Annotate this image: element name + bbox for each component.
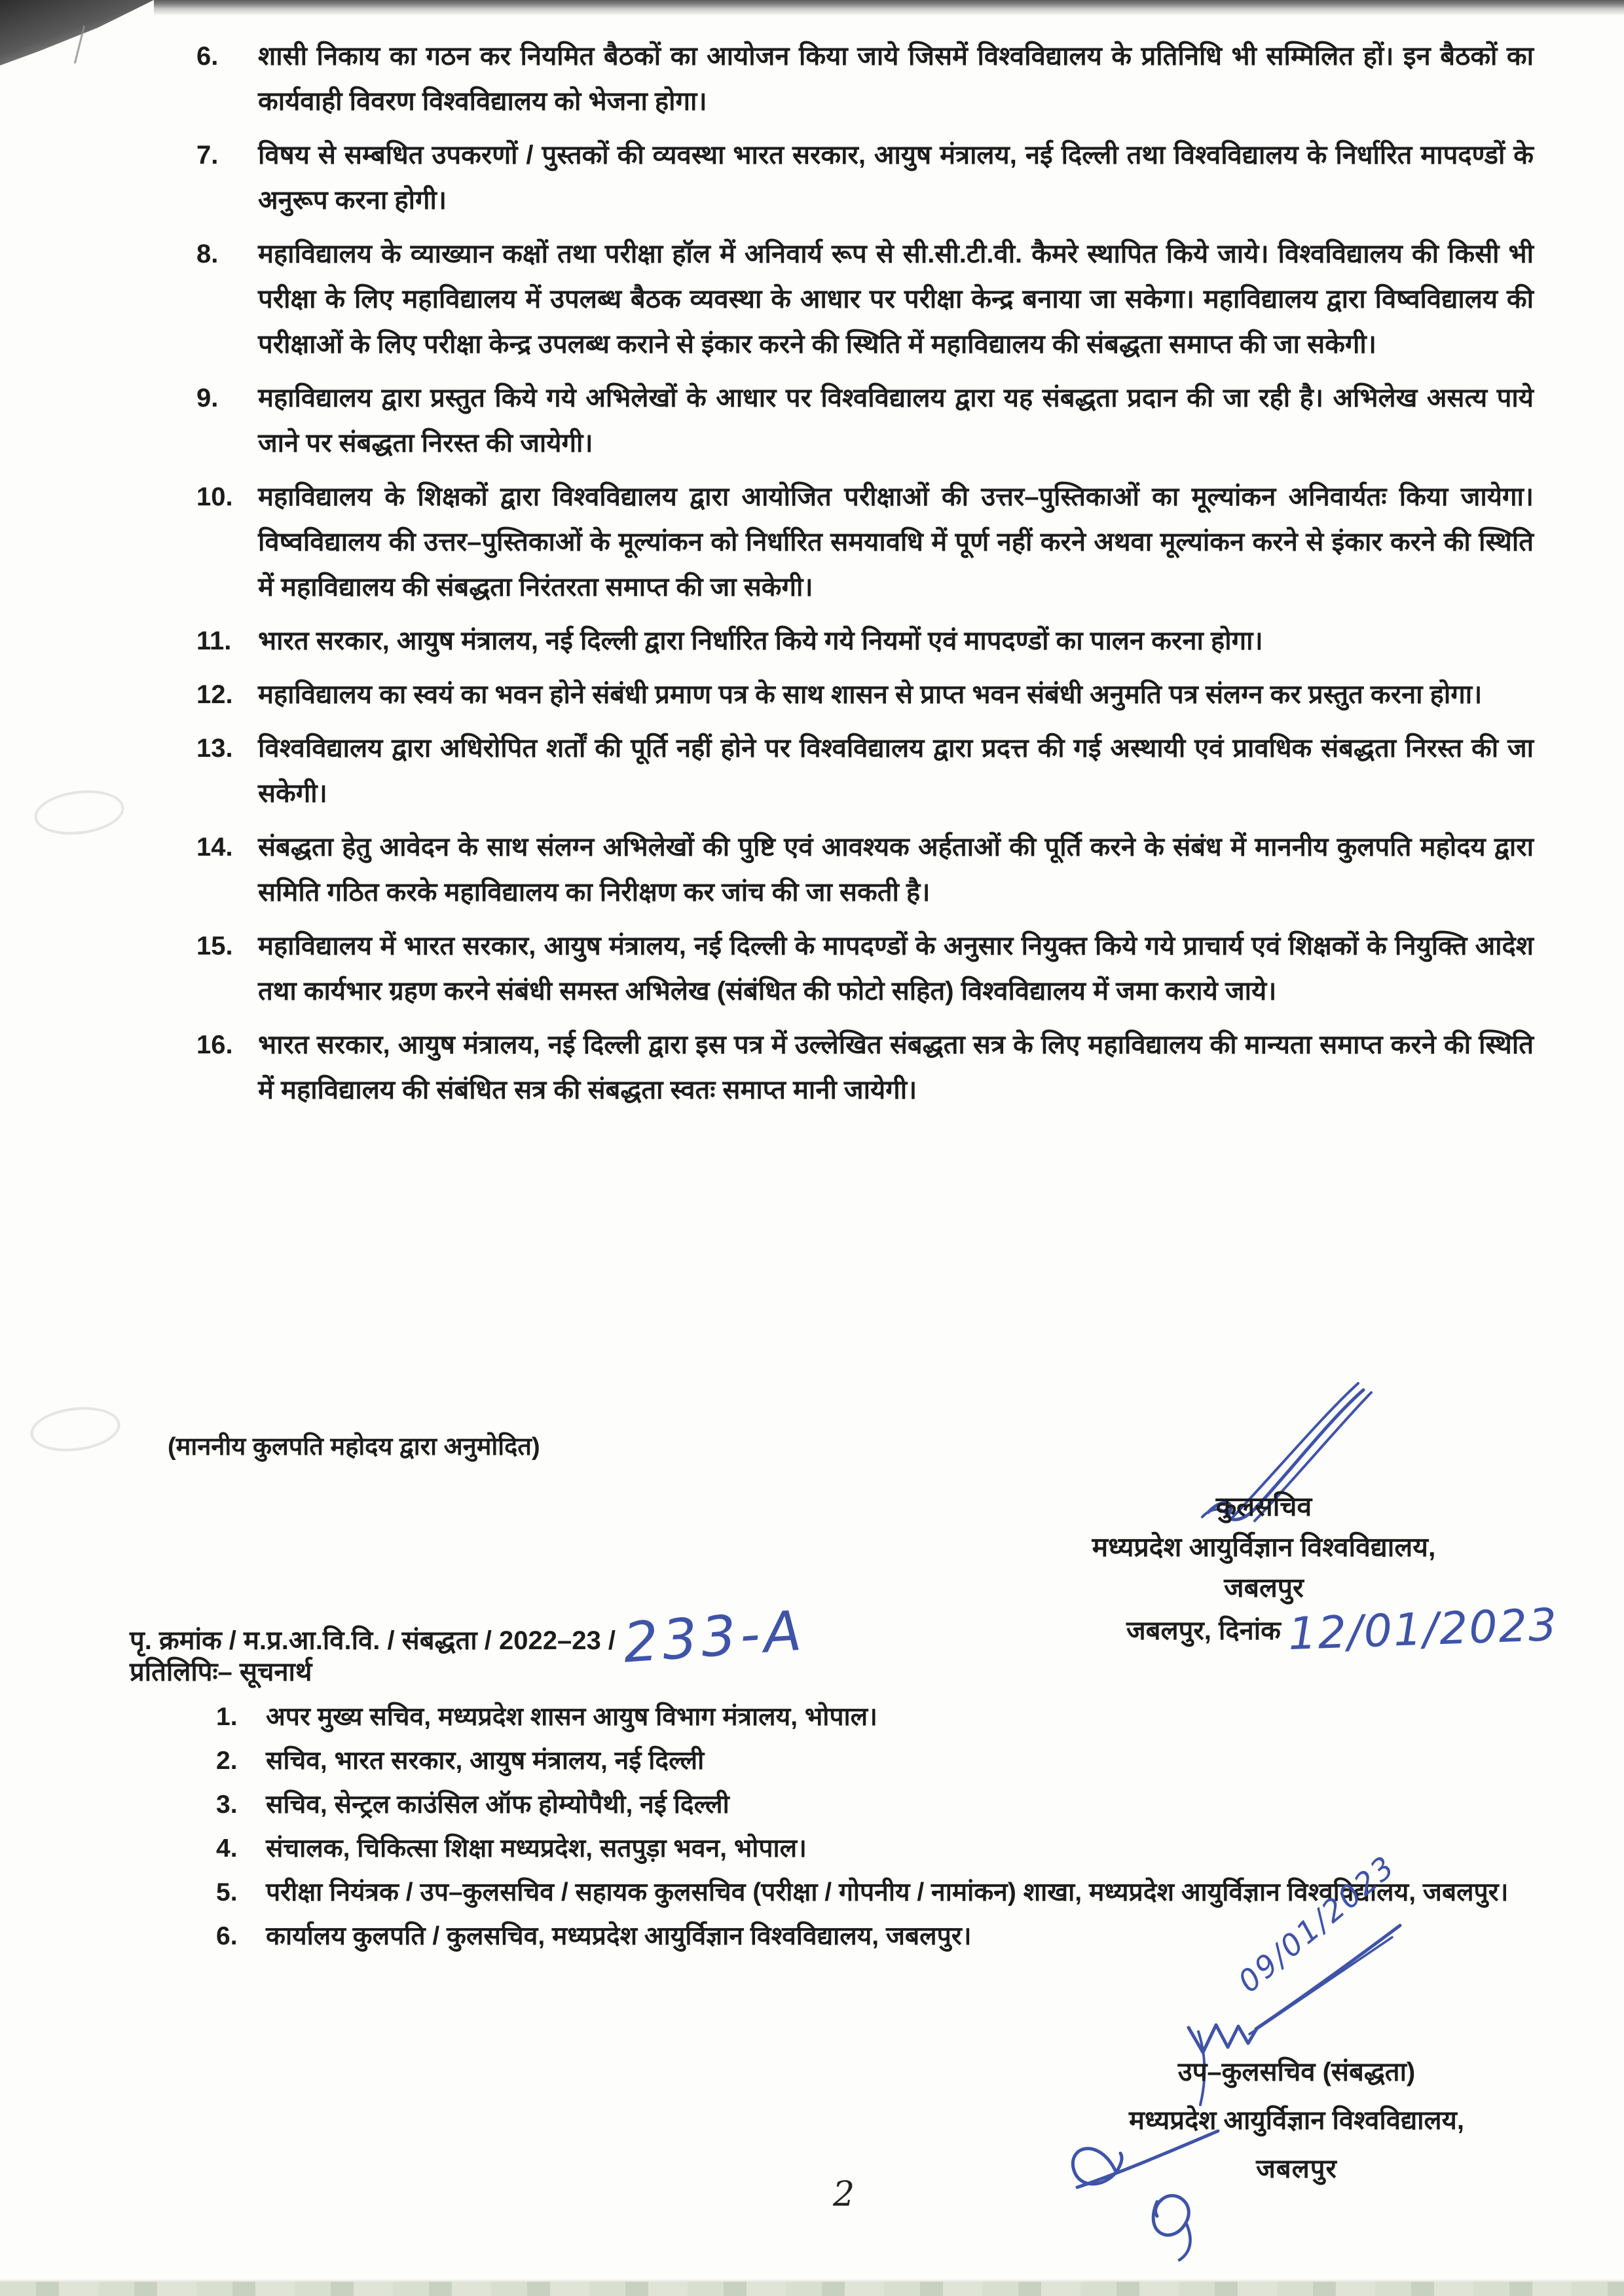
hole-punch-mark-top — [31, 786, 126, 839]
deputy-city: जबलपुर — [1256, 2155, 1337, 2183]
registrar-org: मध्यप्रदेश आयुर्विज्ञान विश्वविद्यालय, — [1092, 1532, 1436, 1562]
list-item-number: 7. — [196, 141, 219, 170]
list-item-text: महाविद्यालय के शिक्षकों द्वारा विश्वविद्यालय द्वारा आयोजित परीक्षाओं की उत्तर–पुस्तिकाओं का मूल्यांकन अनिवार्यतः किया जायेगा। विष्वविद्यालय की उत्तर–पुस्तिकाओं के मूल्यांकन को निर्धारित समयावधि में पूर्ण नहीं करने अथवा मूल्यांकन करने से इंकार करने की स्थिति में महाविद्यालय की संबद्धता निरंतरता समाप्त की जा सकेगी। — [258, 483, 1534, 602]
bottom-scribble-signature — [1058, 2124, 1280, 2262]
copy-list-item — [216, 1740, 1519, 1782]
copy-section-heading: प्रतिलिपिः– सूचनार्थ — [130, 1658, 312, 1686]
list-item — [196, 376, 1534, 466]
copy-item-text: परीक्षा नियंत्रक / उप–कुलसचिव / सहायक कुलसचिव (परीक्षा / गोपनीय / नामांकन) शाखा, मध्यप्रदेश आयुर्विज्ञान विश्वविद्यालय, जबलपुर। — [266, 1878, 1509, 1906]
list-item-text: महाविद्यालय का स्वयं का भवन होने संबंधी प्रमाण पत्र के साथ शासन से प्राप्त भवन संबंधी अनुमति पत्र संलग्न कर प्रस्तुत करना होगा। — [258, 680, 1483, 709]
copy-item-text: अपर मुख्य सचिव, मध्यप्रदेश शासन आयुष विभाग मंत्रालय, भोपाल। — [266, 1703, 877, 1731]
deputy-title: उप–कुलसचिव (संबद्धता) — [1177, 2058, 1416, 2086]
list-item-text: महाविद्यालय के व्याख्यान कक्षों तथा परीक्षा हॉल में अनिवार्य रूप से सी.सी.टी.वी. कैमरे स्थापित किये जाये। विश्वविद्यालय की किसी भी परीक्षा के लिए महाविद्यालय में उपलब्ध बैठक व्यवस्था के आधार पर परीक्षा केन्द्र बनाया जा सकेगा। महाविद्यालय द्वारा विष्वविद्यालय की परीक्षाओं के लिए परीक्षा केन्द्र उपलब्ध कराने से इंकार करने की स्थिति में महाविद्यालय की संबद्धता समाप्त की जा सकेगी। — [258, 240, 1534, 359]
list-item-text: विषय से सम्बधित उपकरणों / पुस्तकों की व्यवस्था भारत सरकार, आयुष मंत्रालय, नई दिल्ली तथा विश्वविद्यालय के निर्धारित मापदण्डों के अनुरूप करना होगी। — [258, 141, 1534, 215]
scan-artifact-top-left — [0, 0, 157, 65]
list-item-number: 6. — [196, 42, 219, 71]
list-item-number: 16. — [196, 1030, 233, 1059]
deputy-date-handwritten: 09/01/2023 — [1231, 1848, 1403, 1999]
list-item-text: संबद्धता हेतु आवेदन के साथ संलग्न अभिलेखों की पुष्टि एवं आवश्यक अर्हताओं की पूर्ति करने के संबंध में माननीय कुलपति महोदय द्वारा समिति गठित करके महाविद्यालय का निरीक्षण कर जांच की जा सकती है। — [258, 833, 1534, 907]
list-item-number: 11. — [196, 627, 232, 655]
copy-item-number: 2. — [216, 1747, 238, 1775]
registrar-city: जबलपुर — [1224, 1573, 1304, 1603]
copy-item-text: सचिव, भारत सरकार, आयुष मंत्रालय, नई दिल्ली — [266, 1747, 705, 1775]
list-item — [196, 619, 1534, 664]
hole-punch-mark-bottom — [28, 1402, 122, 1456]
place-date-printed-text: जबलपुर, दिनांक — [1126, 1616, 1281, 1645]
list-item — [196, 924, 1534, 1014]
scan-artifact-bottom-band — [0, 2280, 1624, 2296]
copy-item-number: 5. — [216, 1878, 238, 1906]
deputy-org: मध्यप्रदेश आयुर्विज्ञान विश्वविद्यालय, — [1129, 2106, 1464, 2135]
copy-item-number: 3. — [216, 1791, 238, 1819]
list-item-number: 14. — [196, 833, 233, 862]
date-handwritten: 12/01/2023 — [1287, 1599, 1559, 1661]
list-item-text: शासी निकाय का गठन कर नियमित बैठकों का आयोजन किया जाये जिसमें विश्वविद्यालय के प्रतिनिधि भी सम्मिलित हों। इन बैठकों का कार्यवाही विवरण विश्वविद्यालय को भेजना होगा। — [258, 42, 1534, 116]
list-item — [196, 825, 1534, 915]
list-item-text: महाविद्यालय में भारत सरकार, आयुष मंत्रालय, नई दिल्ली के मापदण्डों के अनुसार नियुक्त किये गये प्राचार्य एवं शिक्षकों के नियुक्ति आदेश तथा कार्यभार ग्रहण करने संबंधी समस्त अभिलेख (संबंधित की फोटो सहित) विश्वविद्यालय में जमा कराये जाये। — [258, 932, 1534, 1006]
list-item — [196, 672, 1534, 718]
list-item — [196, 1023, 1534, 1113]
copy-item-text: कार्यालय कुलपति / कुलसचिव, मध्यप्रदेश आयुर्विज्ञान विश्वविद्यालय, जबलपुर। — [266, 1922, 972, 1950]
list-item-number: 13. — [196, 734, 233, 763]
list-item-text: विश्वविद्यालय द्वारा अधिरोपित शर्तों की पूर्ति नहीं होने पर विश्वविद्यालय द्वारा प्रदत्त की गई अस्थायी एवं प्रावधिक संबद्धता निरस्त की जा सकेगी। — [258, 734, 1534, 808]
list-item-text: भारत सरकार, आयुष मंत्रालय, नई दिल्ली द्वारा निर्धारित किये गये नियमों एवं मापदण्डों का पालन करना होगा। — [258, 627, 1263, 655]
list-item-text: महाविद्यालय द्वारा प्रस्तुत किये गये अभिलेखों के आधार पर विश्वविद्यालय द्वारा यह संबद्धता प्रदान की जा रही है। अभिलेख असत्य पाये जाने पर संबद्धता निरस्त की जायेगी। — [258, 384, 1534, 458]
list-item-number: 9. — [196, 384, 219, 412]
list-item-number: 15. — [196, 932, 233, 960]
copy-item-number: 6. — [216, 1922, 238, 1950]
copy-item-text: सचिव, सेन्ट्रल काउंसिल ऑफ होम्योपैथी, नई दिल्ली — [266, 1791, 729, 1819]
copy-item-number: 1. — [216, 1703, 238, 1731]
copy-list-item — [216, 1827, 1519, 1870]
list-item-number: 8. — [196, 240, 219, 268]
list-item — [196, 133, 1534, 223]
place-date-line — [1126, 1599, 1559, 1661]
registrar-title: कुलसचिव — [1215, 1491, 1312, 1522]
list-item-number: 12. — [196, 680, 233, 709]
page-number: 2 — [833, 2175, 855, 2214]
scan-artifact-top-edge — [154, 0, 1624, 16]
reference-number-handwritten: 233-A — [621, 1598, 807, 1675]
copy-item-number: 4. — [216, 1834, 238, 1863]
copy-list-item — [216, 1696, 1519, 1738]
conditions-list — [196, 34, 1534, 1121]
reference-printed-text: पृ. क्रमांक / म.प्र.आ.वि.वि. / संबद्धता / 2022–23 / — [130, 1626, 616, 1655]
registrar-block — [936, 1486, 1591, 1608]
list-item — [196, 34, 1534, 124]
copy-list-item — [216, 1783, 1519, 1826]
list-item — [196, 475, 1534, 610]
approval-note: (माननीय कुलपति महोदय द्वारा अनुमोदित) — [168, 1433, 540, 1461]
list-item — [196, 726, 1534, 816]
list-item — [196, 232, 1534, 367]
copy-item-text: संचालक, चिकित्सा शिक्षा मध्यप्रदेश, सतपुड़ा भवन, भोपाल। — [266, 1834, 807, 1863]
list-item-text: भारत सरकार, आयुष मंत्रालय, नई दिल्ली द्वारा इस पत्र में उल्लेखित संबद्धता सत्र के लिए महाविद्यालय की मान्यता समाप्त करने की स्थिति में महाविद्यालय की संबंधित सत्र की संबद्धता स्वतः समाप्त मानी जायेगी। — [258, 1030, 1534, 1104]
list-item-number: 10. — [196, 483, 233, 511]
